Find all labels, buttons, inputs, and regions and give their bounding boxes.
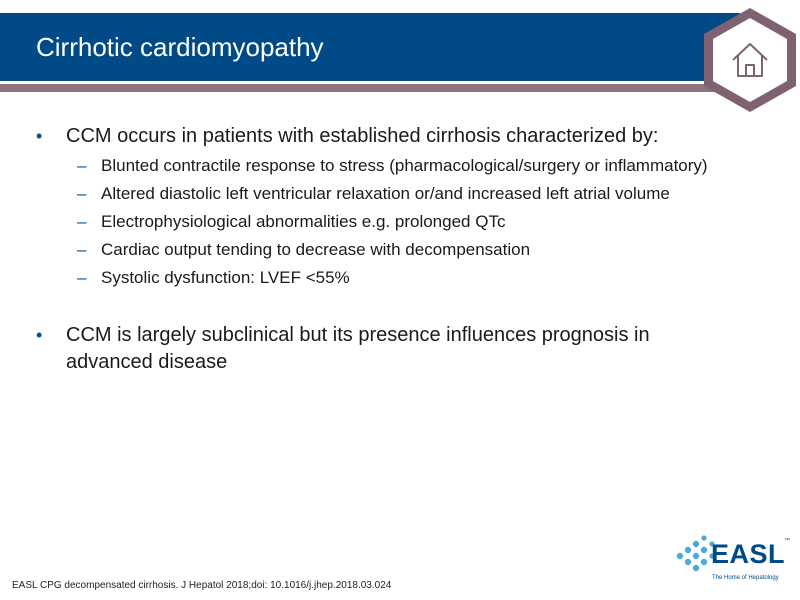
sub-bullet-item [36, 238, 756, 262]
bullet-dot: • [36, 126, 43, 146]
footer-citation: EASL CPG decompensated cirrhosis. J Hepatol 2018;doi: 10.1016/j.jhep.2018.03.024 [12, 580, 392, 591]
accent-line [0, 84, 716, 92]
sub-bullet-text: Electrophysiological abnormalities e.g. prolonged QTc [101, 212, 506, 231]
logo-trademark: ™ [784, 538, 790, 544]
bullet-dot: • [36, 325, 43, 345]
sub-bullet-text: Blunted contractile response to stress (pharmacological/surgery or inflammatory) [101, 156, 708, 175]
bullet-text: CCM occurs in patients with established cirrhosis characterized by: [66, 125, 659, 147]
sub-bullet-item [36, 154, 756, 178]
spacer [36, 290, 756, 322]
bullet-item [36, 322, 706, 376]
logo-tagline: The Home of Hepatology [712, 575, 779, 581]
home-button[interactable] [702, 6, 798, 114]
dash: – [77, 184, 87, 203]
sub-bullet-text: Cardiac output tending to decrease with decompensation [101, 240, 531, 259]
slide-content [36, 123, 756, 376]
sub-bullet-text: Altered diastolic left ventricular relaxation or/and increased left atrial volume [101, 184, 670, 203]
sub-bullet-item [36, 210, 756, 234]
logo-dots-icon [677, 535, 715, 571]
sub-bullet-item [36, 182, 756, 206]
slide-title: Cirrhotic cardiomyopathy [36, 32, 324, 62]
sub-bullet-text: Systolic dysfunction: LVEF <55% [101, 268, 350, 287]
bullet-text: CCM is largely subclinical but its presence influences prognosis in advanced disease [66, 324, 650, 373]
logo-wordmark: EASL [711, 539, 786, 569]
dash: – [77, 156, 87, 175]
dash: – [77, 212, 87, 231]
bullet-item [36, 123, 756, 150]
sub-bullet-item [36, 266, 756, 290]
dash: – [77, 268, 87, 287]
dash: – [77, 240, 87, 259]
